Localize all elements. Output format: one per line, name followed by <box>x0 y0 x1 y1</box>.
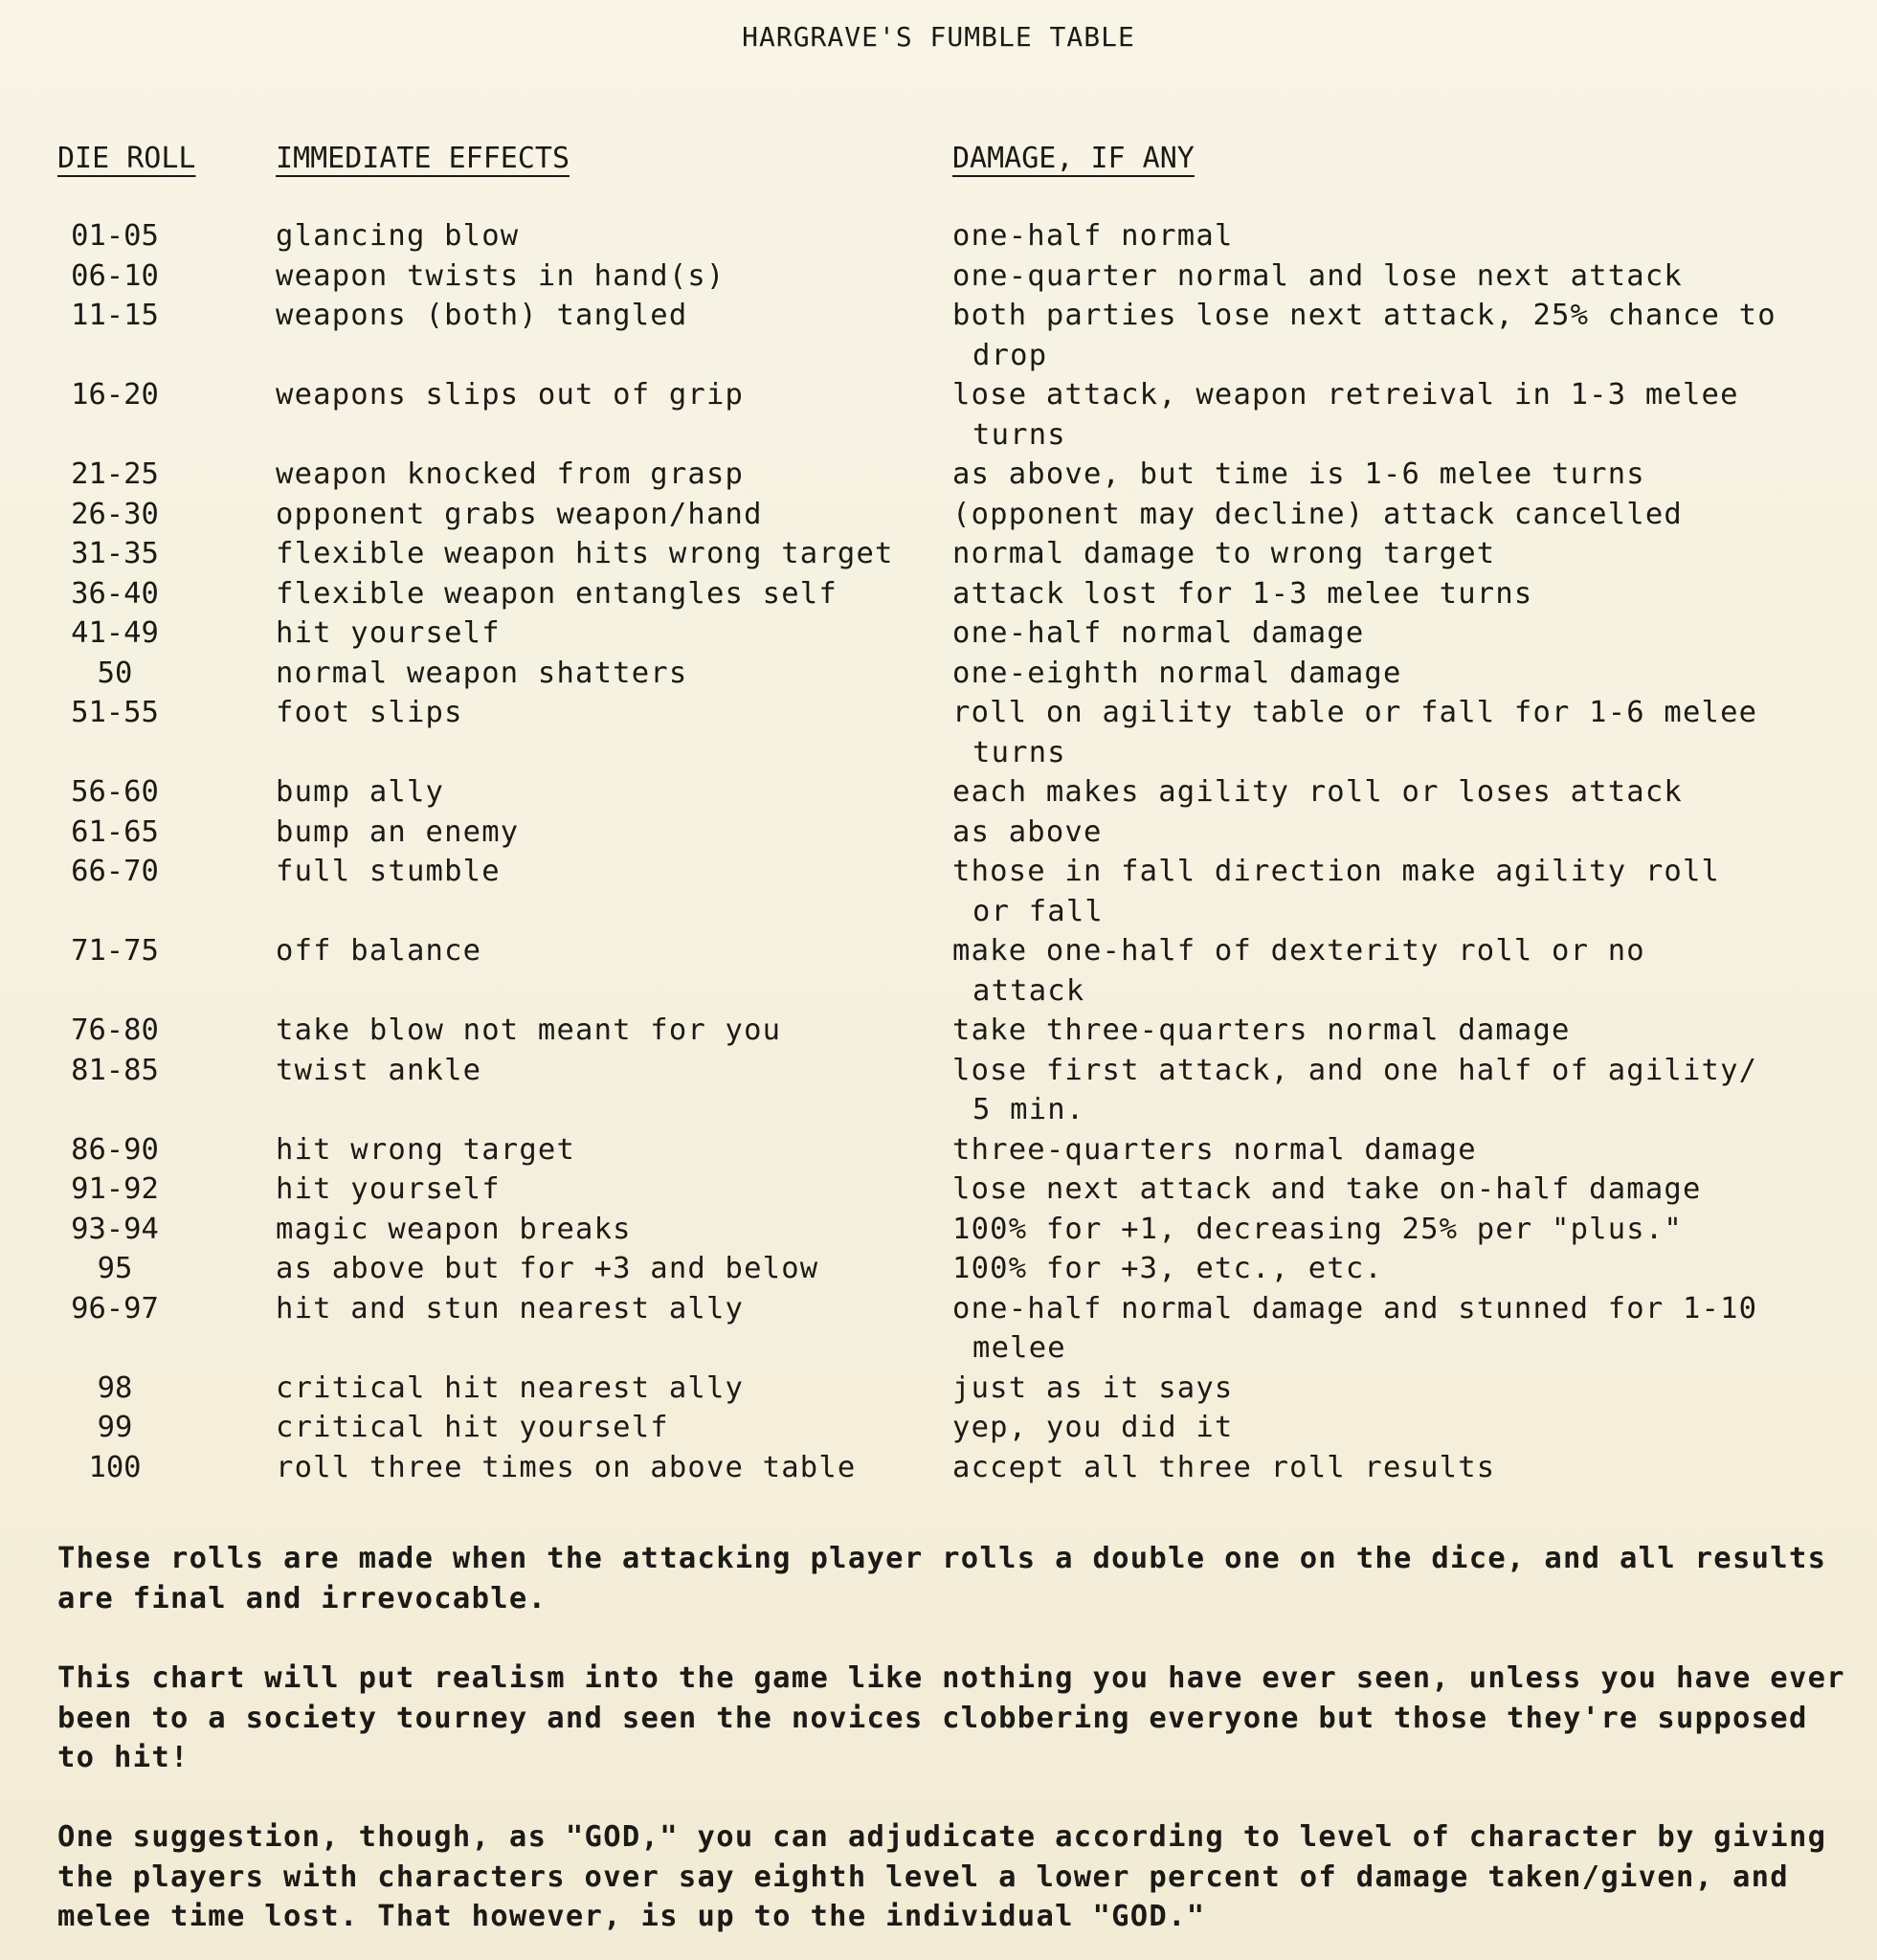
damage-cell <box>952 772 1843 813</box>
table-row <box>0 1210 1877 1250</box>
damage-line: lose attack, weapon retreival in 1-3 melee <box>952 378 1739 412</box>
damage-cell <box>952 1011 1843 1051</box>
die-roll-cell: 36-40 <box>71 576 159 611</box>
table-row <box>0 1130 1877 1170</box>
damage-continuation-line: or fall <box>972 894 1104 928</box>
immediate-effect-cell: magic weapon breaks <box>276 1212 632 1246</box>
damage-cell <box>952 296 1843 375</box>
header-damage: DAMAGE, IF ANY <box>952 142 1195 175</box>
die-roll-cell: 11-15 <box>71 299 159 332</box>
damage-line: 100% for +3, etc., etc. <box>952 1252 1383 1285</box>
immediate-effect-cell: weapon knocked from grasp <box>276 457 745 491</box>
table-row <box>0 852 1877 931</box>
die-roll-cell: 16-20 <box>71 378 159 412</box>
damage-cell <box>952 216 1843 256</box>
die-roll-cell: 86-90 <box>71 1132 159 1167</box>
die-roll-cell: 50 <box>97 656 133 690</box>
table-row <box>0 455 1877 495</box>
die-roll-cell: 93-94 <box>71 1212 159 1246</box>
damage-cell <box>952 1051 1843 1130</box>
immediate-effect-cell: weapons (both) tangled <box>276 299 688 332</box>
damage-cell <box>952 1249 1843 1289</box>
damage-cell <box>952 375 1843 455</box>
damage-line: both parties lose next attack, 25% chance to <box>952 299 1776 332</box>
table-row <box>0 375 1877 455</box>
damage-line: as above <box>952 814 1103 849</box>
table-row <box>0 772 1877 813</box>
die-roll-cell: 71-75 <box>71 934 159 968</box>
die-roll-cell: 96-97 <box>71 1291 159 1325</box>
damage-line: make one-half of dexterity roll or no <box>952 934 1645 968</box>
header-die-roll: DIE ROLL <box>57 142 196 175</box>
die-roll-cell: 31-35 <box>71 537 159 570</box>
paragraph-rolls-note: These rolls are made when the attacking player rolls a double one on the dice, and all results are final and irrevocable. <box>57 1542 1827 1615</box>
damage-continuation-line: drop <box>972 338 1048 372</box>
damage-line: 100% for +1, decreasing 25% per "plus." <box>952 1212 1683 1246</box>
table-row <box>0 495 1877 535</box>
damage-cell <box>952 852 1843 931</box>
damage-line: one-half normal damage <box>952 616 1365 650</box>
damage-line: as above, but time is 1-6 melee turns <box>952 457 1645 491</box>
damage-cell <box>952 1169 1843 1210</box>
damage-continuation-line: melee <box>972 1331 1066 1365</box>
damage-line: those in fall direction make agility roll <box>952 855 1721 888</box>
table-row <box>0 1249 1877 1289</box>
immediate-effect-cell: opponent grabs weapon/hand <box>276 497 763 531</box>
die-roll-cell: 98 <box>97 1370 133 1405</box>
table-row <box>0 1408 1877 1448</box>
damage-line: normal damage to wrong target <box>952 537 1496 570</box>
damage-line: one-quarter normal and lose next attack <box>952 258 1683 293</box>
die-roll-cell: 56-60 <box>71 775 159 809</box>
die-roll-cell: 06-10 <box>71 258 159 293</box>
damage-cell <box>952 654 1843 694</box>
damage-cell <box>952 1289 1843 1369</box>
table-row <box>0 613 1877 654</box>
damage-continuation-line: attack <box>972 973 1085 1008</box>
damage-cell <box>952 495 1843 535</box>
table-row <box>0 1011 1877 1051</box>
damage-cell <box>952 1130 1843 1170</box>
die-roll-cell: 81-85 <box>71 1053 159 1087</box>
damage-cell <box>952 613 1843 654</box>
damage-line: accept all three roll results <box>952 1450 1496 1484</box>
die-roll-cell: 01-05 <box>71 219 159 253</box>
table-row <box>0 693 1877 772</box>
damage-line: lose first attack, and one half of agility/ <box>952 1053 1758 1087</box>
immediate-effect-cell: critical hit nearest ally <box>276 1370 745 1405</box>
paragraph-god-suggestion: One suggestion, though, as "GOD," you can adjudicate according to level of character by giving the players with characters over say eighth level a lower percent of damage taken/given, and melee time lost. That however, is up to the individual "GOD." <box>57 1820 1827 1933</box>
die-roll-cell: 26-30 <box>71 497 159 531</box>
damage-cell <box>952 256 1843 297</box>
immediate-effect-cell: bump ally <box>276 775 445 809</box>
immediate-effect-cell: hit wrong target <box>276 1132 576 1167</box>
table-row <box>0 534 1877 574</box>
damage-continuation-line: turns <box>972 735 1066 769</box>
immediate-effect-cell: hit yourself <box>276 1172 501 1206</box>
damage-line: take three-quarters normal damage <box>952 1013 1571 1047</box>
table-row <box>0 256 1877 297</box>
table-row <box>0 1369 1877 1409</box>
damage-line: lose next attack and take on-half damage <box>952 1172 1702 1206</box>
page-title: HARGRAVE'S FUMBLE TABLE <box>742 21 1135 53</box>
immediate-effect-cell: full stumble <box>276 855 501 888</box>
damage-line: one-eighth normal damage <box>952 656 1402 690</box>
damage-cell <box>952 534 1843 574</box>
damage-cell <box>952 813 1843 853</box>
damage-cell <box>952 1448 1843 1488</box>
die-roll-cell: 99 <box>97 1411 133 1444</box>
table-row <box>0 1448 1877 1488</box>
immediate-effect-cell: critical hit yourself <box>276 1411 669 1444</box>
immediate-effect-cell: flexible weapon entangles self <box>276 576 838 611</box>
immediate-effect-cell: foot slips <box>276 696 463 729</box>
immediate-effect-cell: normal weapon shatters <box>276 656 688 690</box>
immediate-effect-cell: twist ankle <box>276 1053 482 1087</box>
damage-line: yep, you did it <box>952 1411 1234 1444</box>
die-roll-cell: 41-49 <box>71 616 159 650</box>
immediate-effect-cell: flexible weapon hits wrong target <box>276 537 894 570</box>
immediate-effect-cell: take blow not meant for you <box>276 1013 782 1047</box>
die-roll-cell: 61-65 <box>71 814 159 849</box>
table-row <box>0 654 1877 694</box>
damage-line: three-quarters normal damage <box>952 1132 1477 1167</box>
table-row <box>0 1051 1877 1130</box>
die-roll-cell: 66-70 <box>71 855 159 888</box>
damage-line: each makes agility roll or loses attack <box>952 775 1683 809</box>
table-row <box>0 931 1877 1011</box>
damage-line: one-half normal damage and stunned for 1-10 <box>952 1291 1758 1325</box>
immediate-effect-cell: weapons slips out of grip <box>276 378 745 412</box>
immediate-effect-cell: roll three times on above table <box>276 1450 857 1484</box>
damage-line: (opponent may decline) attack cancelled <box>952 497 1683 531</box>
damage-line: roll on agility table or fall for 1-6 melee <box>952 696 1758 729</box>
damage-cell <box>952 1408 1843 1448</box>
table-row <box>0 574 1877 614</box>
immediate-effect-cell: off balance <box>276 934 482 968</box>
immediate-effect-cell: bump an enemy <box>276 814 520 849</box>
damage-cell <box>952 574 1843 614</box>
die-roll-cell: 95 <box>97 1252 133 1285</box>
damage-continuation-line: 5 min. <box>972 1093 1085 1126</box>
die-roll-cell: 51-55 <box>71 696 159 729</box>
damage-cell <box>952 1369 1843 1409</box>
damage-line: attack lost for 1-3 melee turns <box>952 576 1533 611</box>
immediate-effect-cell: hit and stun nearest ally <box>276 1291 745 1325</box>
damage-line: just as it says <box>952 1370 1234 1405</box>
damage-continuation-line: turns <box>972 417 1066 452</box>
die-roll-cell: 91-92 <box>71 1172 159 1206</box>
table-row <box>0 216 1877 256</box>
immediate-effect-cell: as above but for +3 and below <box>276 1252 819 1285</box>
immediate-effect-cell: weapon twists in hand(s) <box>276 258 726 293</box>
header-immediate-effects: IMMEDIATE EFFECTS <box>276 142 570 175</box>
paragraph-realism-note: This chart will put realism into the game like nothing you have ever seen, unless you have ever been to a society tourney and seen the novices clobbering everyone but those they're supposed to hit! <box>57 1661 1845 1774</box>
die-roll-cell: 76-80 <box>71 1013 159 1047</box>
die-roll-cell: 21-25 <box>71 457 159 491</box>
table-row <box>0 1169 1877 1210</box>
die-roll-cell: 100 <box>88 1450 142 1484</box>
immediate-effect-cell: hit yourself <box>276 616 501 650</box>
immediate-effect-cell: glancing blow <box>276 219 520 253</box>
table-row <box>0 1289 1877 1369</box>
damage-cell <box>952 1210 1843 1250</box>
table-row <box>0 296 1877 375</box>
damage-cell <box>952 455 1843 495</box>
damage-cell <box>952 931 1843 1011</box>
damage-cell <box>952 693 1843 772</box>
table-row <box>0 813 1877 853</box>
damage-line: one-half normal <box>952 219 1234 253</box>
fumble-table <box>0 216 1877 1487</box>
